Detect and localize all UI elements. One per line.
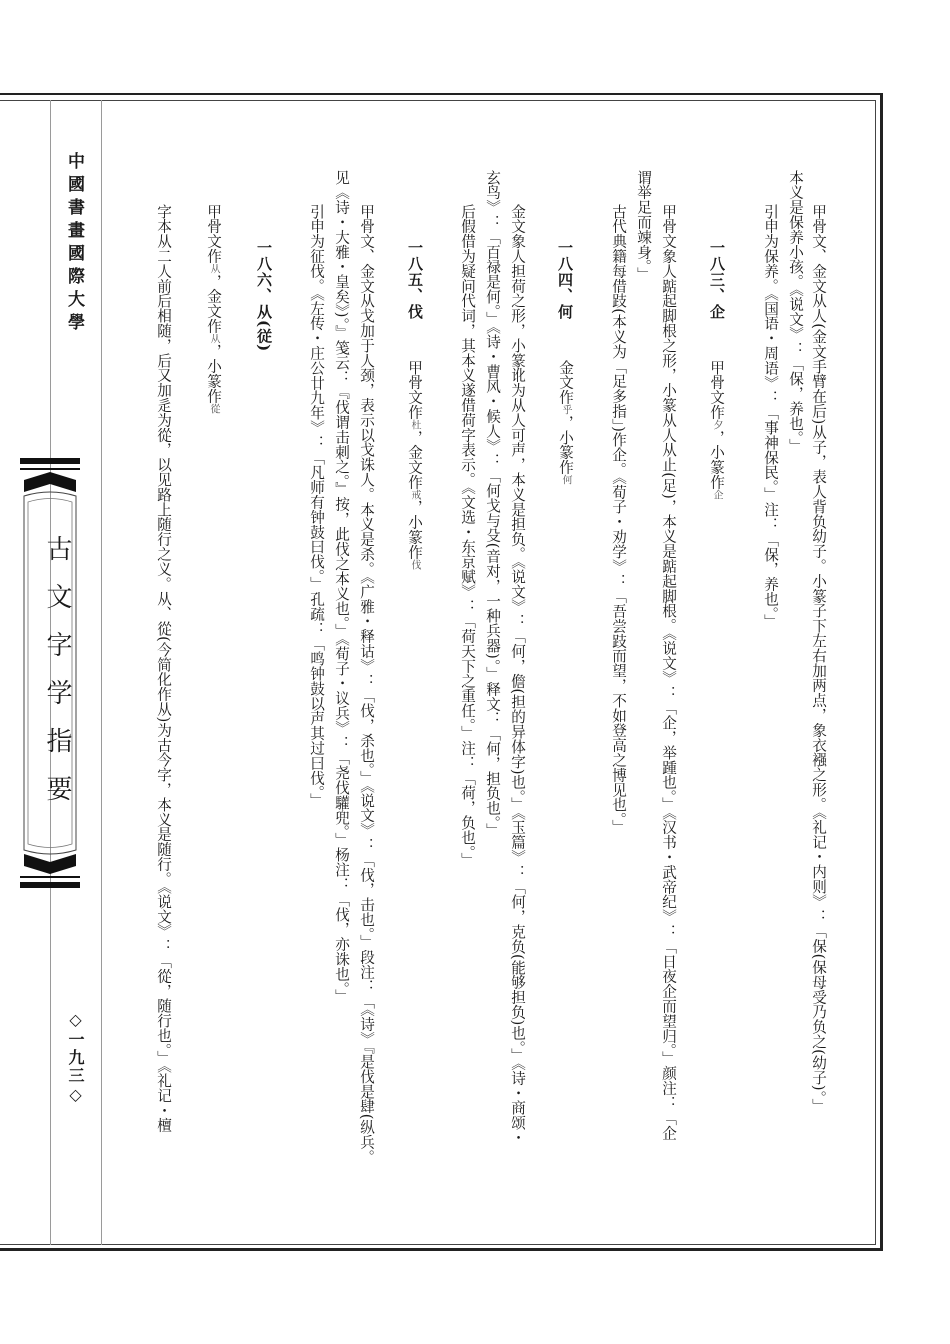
- entry-185-form-label-3: ，小篆作: [406, 499, 423, 560]
- body-column-12: 引申为征伐。《左传・庄公廿九年》：「凡师有钟鼓曰伐。」孔疏：「鸣钟鼓以声其过曰伐。」: [308, 204, 325, 808]
- entry-186-form-label-3: ，小篆作: [205, 343, 222, 404]
- body-column-13: 字本从二人前后相随，后又加辵为從，以见路上随行之义。从、從(今简化作从)为古今字，本义是随行。《说文》：「從，随行也。」《礼记・檀: [155, 204, 172, 1133]
- entry-185-form-label-1: 甲骨文作: [406, 360, 423, 420]
- entry-183-heading: 一八三、企: [708, 240, 726, 320]
- entry-184-form-label-1: 金文作: [557, 360, 574, 405]
- entry-186-forms: [205, 204, 221, 414]
- entry-186-heading: 一八六、从(従): [255, 240, 273, 353]
- body-column-8: 玄鸟》：「百禄是何。」《诗・曹风・候人》：「何戈与殳(音对，一种兵器)。」释文：「何，担负也。」: [484, 170, 501, 839]
- seal-script-glyph: 伐: [409, 559, 420, 570]
- entry-184-forms: [557, 360, 573, 485]
- entry-183-form-label-2: ，小篆作: [708, 429, 725, 490]
- oracle-bone-glyph: 从: [208, 263, 219, 274]
- entry-186-form-label-2: ，金文作: [205, 273, 222, 334]
- entry-184-form-label-2: ，小篆作: [557, 415, 574, 475]
- entry-185-forms: [406, 360, 422, 570]
- oracle-bone-glyph: 夕: [711, 419, 722, 430]
- body-column-6: 古代典籍每借跂(本义为「足多指」)作企。《荀子・劝学》：「吾尝跂而望，不如登高之博见也。」: [610, 204, 627, 835]
- bronze-glyph: 戒: [409, 489, 420, 500]
- body-column-5: 谓举足而竦身。」: [635, 170, 652, 282]
- entry-183-form-label-1: 甲骨文作: [708, 360, 725, 420]
- body-column-11: 见《诗・大雅・皇矣》)。』笺云：『伐谓击刺之。』按，此伐之本义也。」《荀子・议兵》：「尧伐驩兜。」杨注：「伐，亦诛也。」: [333, 170, 350, 1004]
- entry-186-form-label-1: 甲骨文作: [205, 204, 222, 264]
- page-inner-frame: [0, 100, 876, 1245]
- body-column-10: 甲骨文、金文从戈加于人颈，表示以戈诛人。本义是杀。《广雅・释诂》：「伐，杀也。」《说文》：「伐，击也。」段注：「《诗》『是伐是肆(纵兵。: [358, 204, 375, 1165]
- book-title: 中國書畫國際大學: [64, 152, 84, 336]
- body-column-7: 金文象人担荷之形，小篆讹为从人可声，本义是担负。《说文》：「何，儋(担的异体字)也。」《玉篇》：「何，克负(能够担负)也。」《诗・商颂・: [509, 204, 526, 1146]
- entry-183-forms: [708, 360, 724, 500]
- oracle-bone-glyph: 杜: [409, 419, 420, 430]
- page-number: ◇一九三◇: [66, 1010, 85, 1106]
- bronze-glyph: 乎: [560, 404, 571, 416]
- seal-script-glyph: 從: [208, 403, 219, 414]
- seal-script-glyph: 企: [711, 489, 722, 500]
- body-column-2: 本义是保养小孩。《说文》：「保，养也。」: [787, 170, 804, 454]
- body-column-3: 引申为保养。《国语・周语》：「事神保民。」注：「保，养也。」: [762, 204, 779, 630]
- entry-185-form-label-2: ，金文作: [406, 429, 423, 490]
- section-title: 古文字学指要: [42, 535, 72, 823]
- entry-184-heading: 一八四、何: [556, 240, 574, 320]
- body-column-1: 甲骨文、金文从人(金文手臂在后)从子，表人背负幼子。小篆子下左右加两点，象衣襁之形。《礼记・内则》：「保(保母受乃负之(幼子)。」: [810, 204, 827, 1114]
- entry-185-heading: 一八五、伐: [406, 240, 424, 320]
- body-column-4: 甲骨文象人踮起脚根之形，小篆从人从止(足)，本义是踮起脚根。《说文》：「企，举踵也。」《汉书・武帝纪》：「日夜企而望归。」颜注：「企: [660, 204, 677, 1141]
- seal-script-glyph: 何: [560, 474, 571, 485]
- body-column-9: 后假借为疑问代词，其本义遂借荷字表示。《文选・东京赋》：「荷天下之重任。」注：「荷，负也。」: [459, 204, 476, 868]
- bronze-glyph: 从: [208, 333, 219, 344]
- sidebar-divider-right: [101, 100, 102, 1245]
